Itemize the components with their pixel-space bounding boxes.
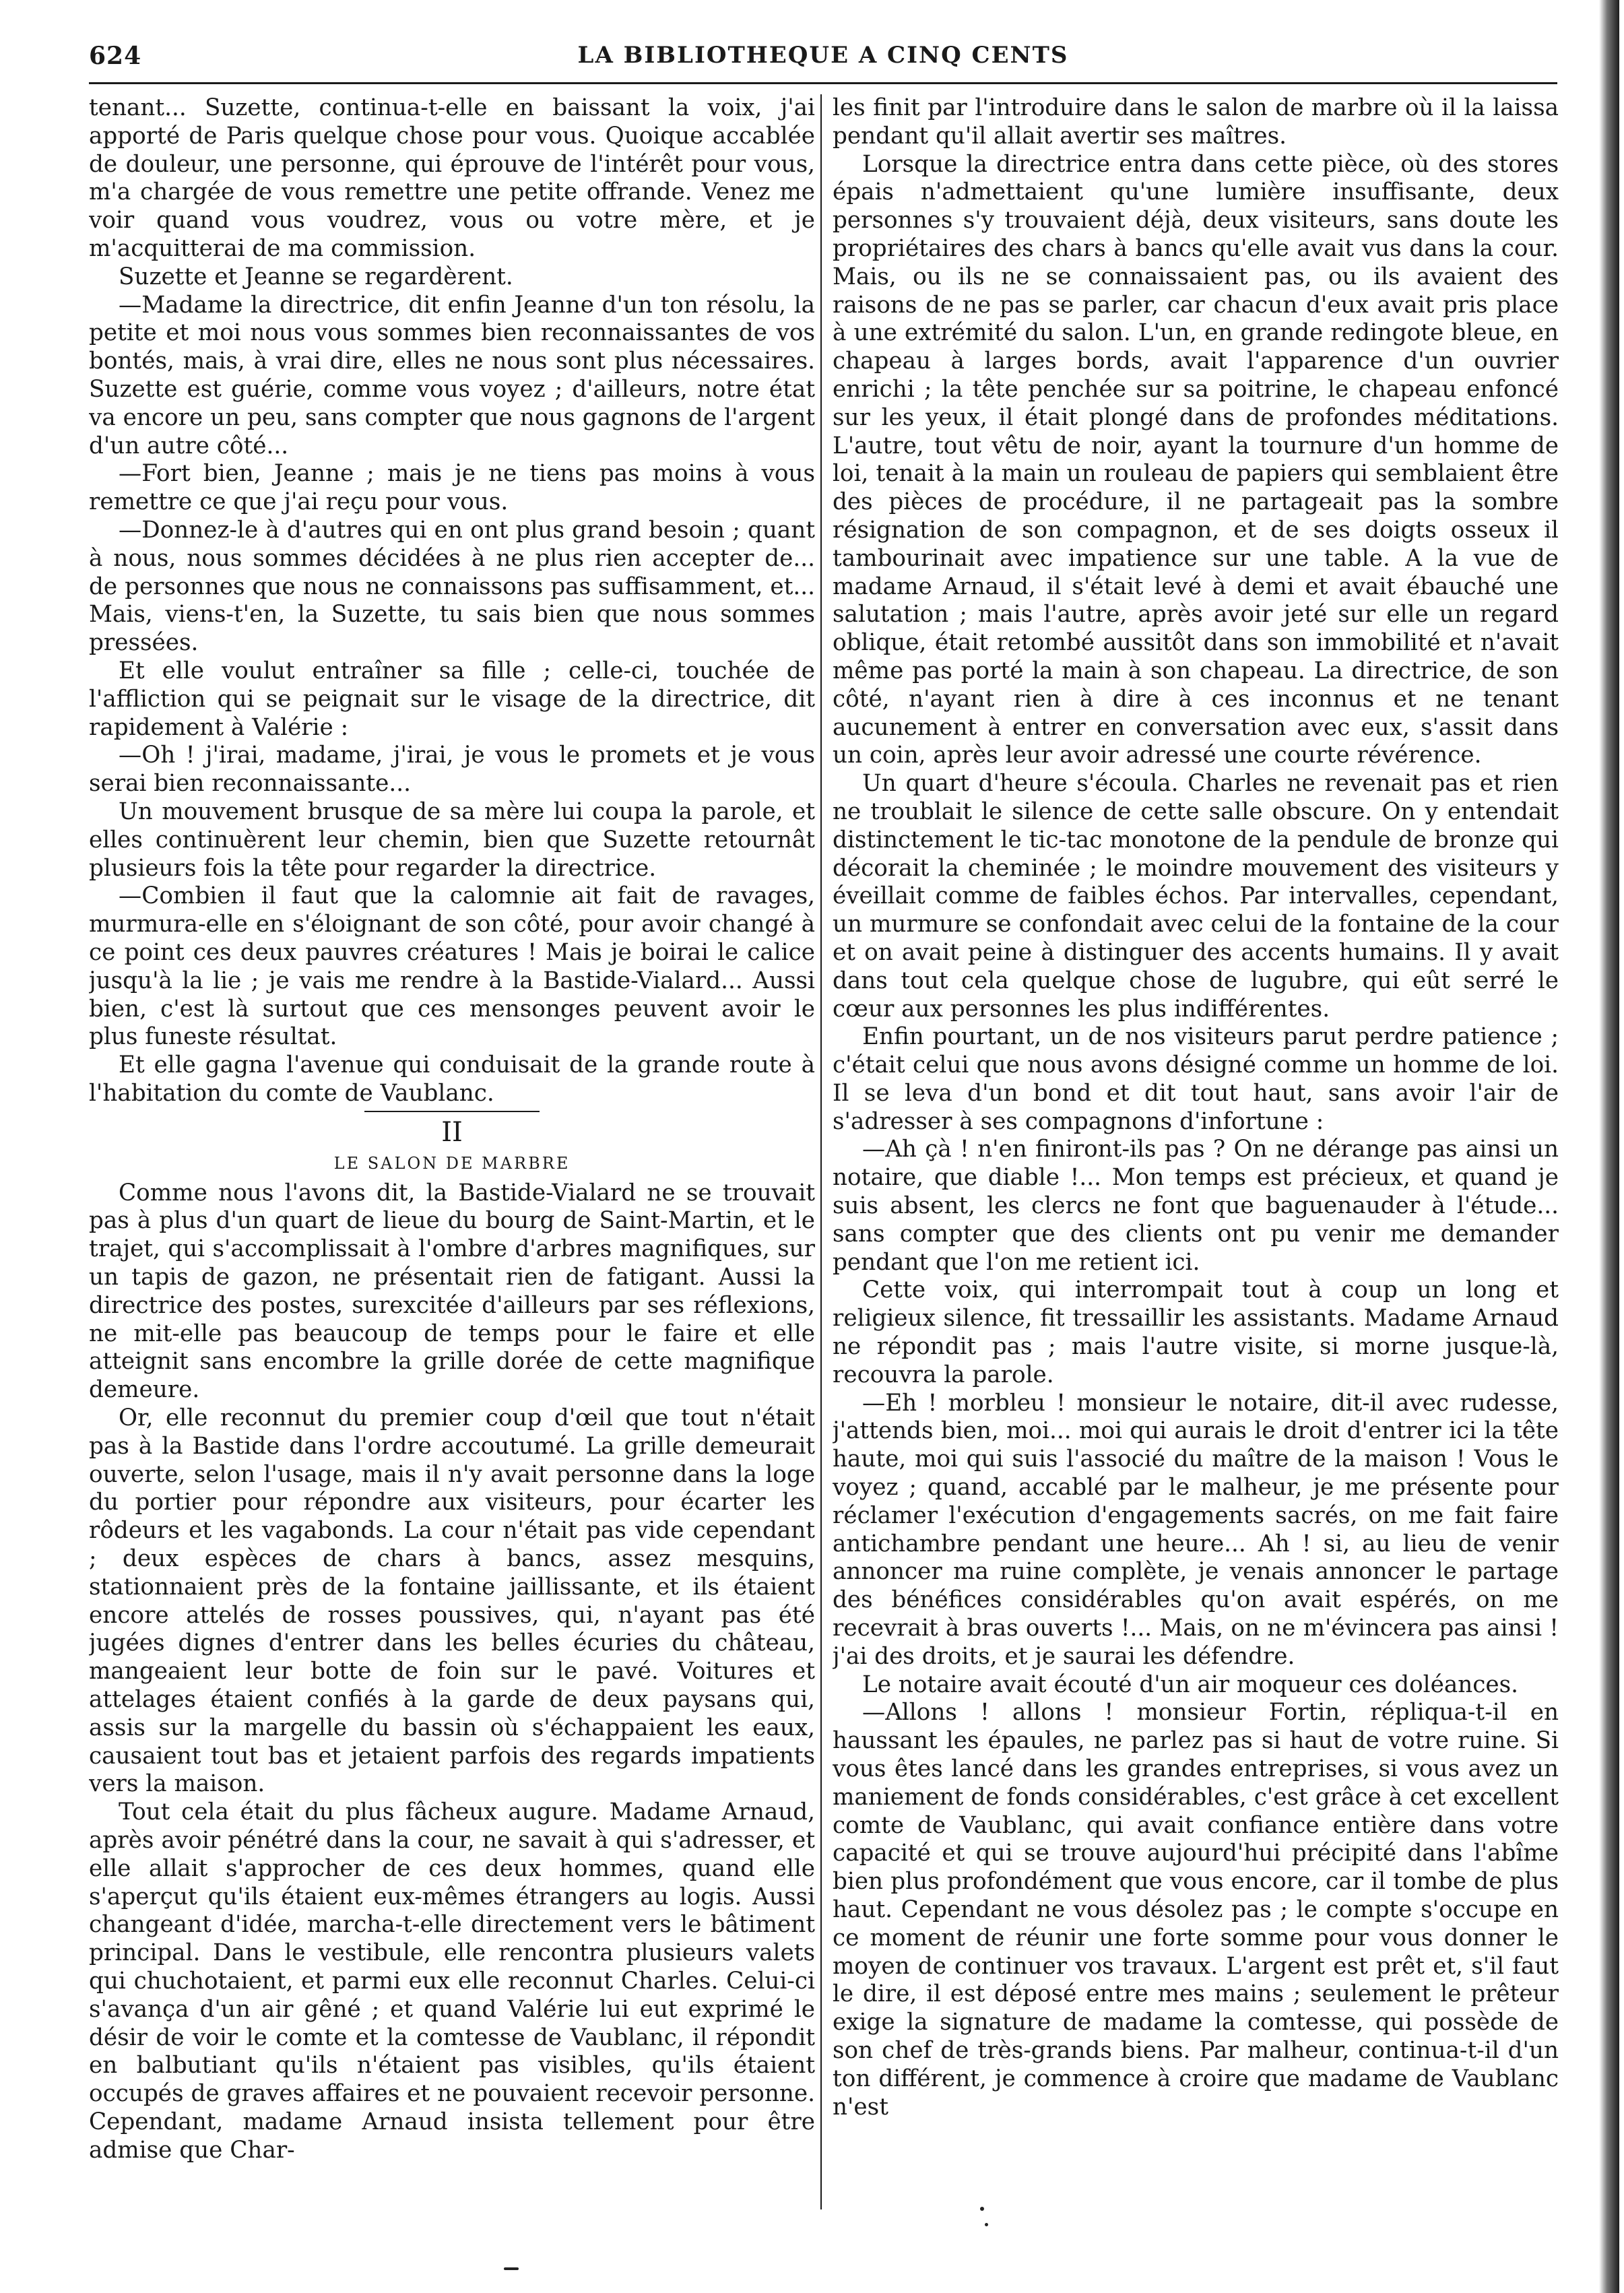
header-rule (89, 82, 1557, 84)
section-title: LE SALON DE MARBRE (333, 1153, 571, 1173)
page-number: 624 (89, 42, 142, 70)
ink-speck (980, 2207, 984, 2211)
ink-speck (504, 2267, 519, 2270)
paragraph: —Madame la directrice, dit enfin Jeanne d'un ton résolu, la petite et moi nous vous sommes bien reconnaissantes de vos bontés, mais, à vrai dire, elles ne nous sont plus nécessaires. Suzette est guérie, comme vous voyez ; d'ailleurs, notre état va encore un peu, sans compter que nous gagnons de l'argent d'un autre côté... (89, 291, 815, 459)
paragraph: Tout cela était du plus fâcheux augure. Madame Arnaud, après avoir pénétré dans la cour, ne savait à qui s'adresser, et elle allait s'approcher de ces deux hommes, quand elle s'aperçut qu'ils étaient eux-mêmes étrangers au logis. Aussi changeant d'idée, marcha-t-elle directement vers le bâtiment principal. Dans le vestibule, elle rencontra plusieurs valets qui chuchotaient, et parmi eux elle reconnut Charles. Celui-ci s'avança d'un air gêné ; et quand Valérie lui eut exprimé le désir de voir le comte et la comtesse de Vaublanc, il répondit en balbutiant qu'ils n'étaient pas visibles, qu'ils étaient occupés de graves affaires et ne pouvaient recevoir personne. Cependant, madame Arnaud insista tellement pour être admise que Char- (89, 1799, 815, 2164)
paragraph: Suzette et Jeanne se regardèrent. (119, 263, 513, 290)
paragraph: Le notaire avait écouté d'un air moqueur ces doléances. (862, 1671, 1519, 1698)
ink-speck (985, 2223, 988, 2226)
paragraph: Enfin pourtant, un de nos visiteurs parut perdre patience ; c'était celui que nous avons désigné comme un homme de loi. Il se leva d'un bond et dit tout haut, sans avoir l'air de s'adresser à ses compagnons d'infortune : (833, 1023, 1559, 1135)
scanned-page-edge (1599, 0, 1619, 2293)
column-divider (820, 94, 822, 2209)
running-title: LA BIBLIOTHEQUE A CINQ CENTS (577, 42, 1069, 69)
paragraph: —Ah çà ! n'en finiront-ils pas ? On ne dérange pas ainsi un notaire, que diable !... Mon temps est précieux, et quand je suis absent, les clercs ne font que baguenauder à l'étude... sans compter que des clients ont pu venir me demander pendant que l'on me retient ici. (833, 1136, 1559, 1276)
paragraph: —Eh ! morbleu ! monsieur le notaire, dit-il avec rudesse, j'attends bien, moi... moi qui aurais le droit d'entrer ici la tête haute, moi qui suis l'associé du maître de la maison ! Vous le voyez ; quand, accablé par le malheur, je me présente pour réclamer l'exécution d'engagements sacrés, on me fait faire antichambre pendant une heure... Ah ! si, au lieu de venir annoncer ma ruine complète, je venais annoncer le partage des bénéfices considérables qu'on avait espérés, on me recevrait à bras ouverts !... Mais, on ne m'évincera pas ainsi ! j'ai des droits, et je saurai les défendre. (833, 1389, 1559, 1670)
paragraph: —Oh ! j'irai, madame, j'irai, je vous le promets et je vous serai bien reconnaissante... (89, 742, 815, 798)
paragraph: Et elle voulut entraîner sa fille ; celle-ci, touchée de l'affliction qui se peignait sur le visage de la directrice, dit rapidement à Valérie : (89, 657, 815, 741)
paragraph: Or, elle reconnut du premier coup d'œil que tout n'était pas à la Bastide dans l'ordre accoutumé. La grille demeurait ouverte, selon l'usage, mais il n'y avait personne dans la loge du portier pour répondre aux visiteurs, pour écarter les rôdeurs et les vagabonds. La cour n'était pas vide cependant ; deux espèces de chars à bancs, assez mesquins, stationnaient près de la fontaine jaillissante, et ils étaient encore attelés de rosses poussives, qui, n'ayant pas été jugées dignes d'entrer dans les belles écuries du château, mangeaient leur botte de foin sur le pavé. Voitures et attelages étaient confiés à la garde de deux paysans qui, assis sur la margelle du bassin où s'échappaient les eaux, causaient tout bas et jetaient parfois des regards impatients vers la maison. (89, 1404, 815, 1798)
paragraph: —Combien il faut que la calomnie ait fait de ravages, murmura-elle en s'éloignant de son côté, pour avoir changé à ce point ces deux pauvres créatures ! Mais je boirai le calice jusqu'à la lie ; je vais me rendre à la Bastide-Vialard... Aussi bien, c'est là surtout que ces mensonges peuvent avoir le plus funeste résultat. (89, 882, 815, 1051)
paragraph: Cette voix, qui interrompait tout à coup un long et religieux silence, fit tressaillir les assistants. Madame Arnaud ne répondit pas ; mais l'autre visite, si morne jusque-là, recouvra la parole. (833, 1277, 1559, 1388)
paragraph: —Fort bien, Jeanne ; mais je ne tiens pas moins à vous remettre ce que j'ai reçu pour vous. (89, 460, 815, 516)
paragraph: les finit par l'introduire dans le salon de marbre où il la laissa pendant qu'il allait avertir ses maîtres. (833, 94, 1559, 150)
section-number: II (441, 1116, 463, 1148)
paragraph: Et elle gagna l'avenue qui conduisait de la grande route à l'habitation du comte de Vaublanc. (89, 1052, 815, 1107)
paragraph: Un mouvement brusque de sa mère lui coupa la parole, et elles continuèrent leur chemin, bien que Suzette retournât plusieurs fois la tête pour regarder la directrice. (89, 798, 815, 882)
left-column (89, 94, 815, 2209)
page-header (89, 42, 1557, 84)
paragraph: Lorsque la directrice entra dans cette pièce, où des stores épais n'admettaient qu'une lumière insuffisante, deux personnes s'y trouvaient déjà, deux visiteurs, sans doute les propriétaires des chars à bancs qu'elle avait vus dans la cour. Mais, ou ils ne se connaissaient pas, ou ils avaient des raisons de ne pas se parler, car chacun d'eux avait pris place à une extrémité du salon. L'un, en grande redingote bleue, en chapeau à larges bords, avait l'apparence d'un ouvrier enrichi ; la tête penchée sur sa poitrine, le chapeau enfoncé sur les yeux, il était plongé dans de profondes méditations. L'autre, tout vêtu de noir, ayant la tournure d'un homme de loi, tenait à la main un rouleau de papiers qui semblaient être des pièces de procédure, il ne partageait pas la sombre résignation de son compagnon, et de ses doigts osseux il tambourinait avec impatience sur une table. A la vue de madame Arnaud, il s'était levé à demi et avait ébauché une salutation ; mais l'autre, après avoir jeté sur elle un regard oblique, était retombé aussitôt dans son immobilité et n'avait même pas porté la main à son chapeau. La directrice, de son côté, n'ayant rien à dire à ces inconnus et ne tenant aucunement à entrer en conversation avec eux, s'assit dans un coin, après leur avoir adressé une courte révérence. (833, 150, 1559, 769)
paragraph: Comme nous l'avons dit, la Bastide-Vialard ne se trouvait pas à plus d'un quart de lieue du bourg de Saint-Martin, et le trajet, qui s'accomplissait à l'ombre d'arbres magnifiques, sur un tapis de gazon, ne présentait rien de fatigant. Aussi la directrice des postes, surexcitée d'ailleurs par ses réflexions, ne mit-elle pas beaucoup de temps pour le faire et elle atteignit sans encombre la grille dorée de cette magnifique demeure. (89, 1179, 815, 1404)
paragraph: Un quart d'heure s'écoula. Charles ne revenait pas et rien ne troublait le silence de cette salle obscure. On y entendait distinctement le tic-tac monotone de la pendule de bronze qui décorait la cheminée ; le moindre mouvement des visiteurs y éveillait comme de faibles échos. Par intervalles, cependant, un murmure se confondait avec celui de la fontaine de la cour et on avait peine à distinguer des accents humains. Il y avait dans tout cela quelque chose de lugubre, qui eût serré le cœur aux personnes les plus indifférentes. (833, 770, 1559, 1023)
right-column (833, 94, 1559, 2209)
paragraph: —Allons ! allons ! monsieur Fortin, répliqua-t-il en haussant les épaules, ne parlez pas si haut de votre ruine. Si vous êtes lancé dans les grandes entreprises, si vous avez un maniement de fonds considérables, c'est grâce à cet excellent comte de Vaublanc, qui avait confiance entière dans votre capacité et qui se trouve aujourd'hui précipité dans l'abîme bien plus profondément que vous encore, car il tombe de plus haut. Cependant ne vous désolez pas ; le compte s'occupe en ce moment de réunir une forte somme pour vous donner le moyen de continuer vos travaux. L'argent est prêt et, s'il faut le dire, il est déposé entre mes mains ; seulement le prêteur exige la signature de madame la comtesse, qui possède de son chef de très-grands biens. Par malheur, continua-t-il d'un ton différent, je commence à croire que madame de Vaublanc n'est (833, 1699, 1559, 2121)
paragraph: tenant... Suzette, continua-t-elle en baissant la voix, j'ai apporté de Paris quelque chose pour vous. Quoique accablée de douleur, une personne, qui éprouve de l'intérêt pour vous, m'a chargée de vous remettre une petite offrande. Venez me voir quand vous voudrez, vous ou votre mère, et je m'acquitterai de ma commission. (89, 94, 815, 262)
section-separator-rule (364, 1111, 540, 1112)
paragraph: —Donnez-le à d'autres qui en ont plus grand besoin ; quant à nous, nous sommes décidées à ne plus rien accepter de... de personnes que nous ne connaissons pas suffisamment, et... Mais, viens-t'en, la Suzette, tu sais bien que nous sommes pressées. (89, 516, 815, 657)
